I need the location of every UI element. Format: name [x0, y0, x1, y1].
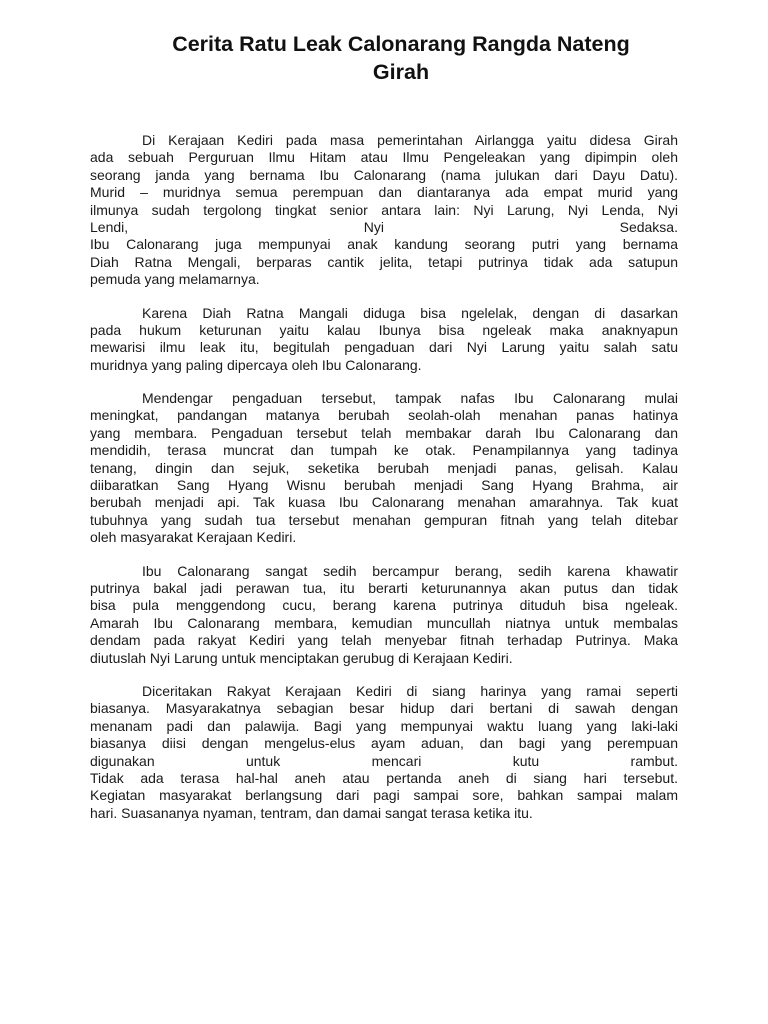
document-page [90, 30, 678, 838]
paragraph-line: ilmunya sudah tergolong tingkat senior antara lain: Nyi Larung, Nyi Lenda, Nyi [90, 201, 678, 218]
paragraph [90, 683, 678, 822]
paragraph-line: Murid – muridnya semua perempuan dan diantaranya ada empat murid yang [90, 184, 678, 201]
paragraph-line: diutuslah Nyi Larung untuk menciptakan gerubug di Kerajaan Kediri. [90, 649, 513, 666]
paragraph [90, 132, 678, 289]
paragraph-line: pemuda yang melamarnya. [90, 271, 260, 288]
paragraph [90, 305, 678, 375]
document-body [90, 132, 678, 822]
paragraph-line: Diah Ratna Mengali, berparas cantik jelita, tetapi putrinya tidak ada satupun [90, 253, 678, 270]
paragraph-line: dendam pada rakyat Kediri yang telah menyebar fitnah terhadap Putrinya. Maka [90, 632, 678, 649]
paragraph [90, 563, 678, 667]
paragraph-line: biasanya. Masyarakatnya sebagian besar hidup dari bertani di sawah dengan [90, 700, 678, 717]
paragraph-line: Ibu Calonarang sangat sedih bercampur berang, sedih karena khawatir [142, 562, 678, 579]
paragraph-line: Diceritakan Rakyat Kerajaan Kediri di siang harinya yang ramai seperti [142, 682, 678, 699]
paragraph-line: tubuhnya yang sudah tua tersebut menahan gempuran fitnah yang telah ditebar [90, 511, 678, 528]
document-title [90, 30, 678, 86]
title-line-1: Cerita Ratu Leak Calonarang Rangda Nateng [172, 32, 630, 56]
paragraph-line: Ibu Calonarang juga mempunyai anak kandung seorang putri yang bernama [90, 236, 678, 253]
paragraph-line: seorang janda yang bernama Ibu Calonarang (nama julukan dari Dayu Datu). [90, 166, 678, 183]
paragraph [90, 390, 678, 547]
paragraph-line: Tidak ada terasa hal-hal aneh atau pertanda aneh di siang hari tersebut. [90, 769, 678, 786]
paragraph-line: menanam padi dan palawija. Bagi yang mempunyai waktu luang yang laki-laki [90, 717, 678, 734]
paragraph-line: biasanya diisi dengan mengelus-elus ayam aduan, dan bagi yang perempuan [90, 735, 678, 752]
paragraph-line: Lendi, Nyi Sedaksa. [90, 218, 678, 235]
paragraph-line: berubah menjadi api. Tak kuasa Ibu Calonarang menahan amarahnya. Tak kuat [90, 494, 678, 511]
paragraph-line: muridnya yang paling dipercaya oleh Ibu Calonarang. [90, 356, 422, 373]
paragraph-line: putrinya bakal jadi perawan tua, itu berarti keturunannya akan putus dan tidak [90, 579, 678, 596]
paragraph-line: Di Kerajaan Kediri pada masa pemerintahan Airlangga yaitu didesa Girah [142, 132, 678, 148]
paragraph-line: digunakan untuk mencari kutu rambut. [90, 752, 678, 769]
paragraph-line: Mendengar pengaduan tersebut, tampak nafas Ibu Calonarang mulai [142, 390, 678, 407]
paragraph-line: yang membara. Pengaduan tersebut telah membakar darah Ibu Calonarang dan [90, 424, 678, 441]
paragraph-line: hari. Suasananya nyaman, tentram, dan damai sangat terasa ketika itu. [90, 804, 533, 821]
paragraph-line: Amarah Ibu Calonarang membara, kemudian muncullah niatnya untuk membalas [90, 614, 678, 631]
title-line-2: Girah [372, 60, 430, 84]
paragraph-line: bisa pula menggendong cucu, berang karena putrinya dituduh bisa ngeleak. [90, 597, 678, 614]
paragraph-line: Kegiatan masyarakat berlangsung dari pagi sampai sore, bahkan sampai malam [90, 787, 678, 804]
paragraph-line: pada hukum keturunan yaitu kalau Ibunya bisa ngeleak maka anaknyapun [90, 321, 678, 338]
paragraph-line: meningkat, pandangan matanya berubah seolah-olah menahan panas hatinya [90, 407, 678, 424]
paragraph-line: tenang, dingin dan sejuk, seketika berubah menjadi panas, gelisah. Kalau [90, 459, 678, 476]
paragraph-line: mewarisi ilmu leak itu, begitulah pengaduan dari Nyi Larung yaitu salah satu [90, 339, 678, 356]
paragraph-line: mendidih, terasa muncrat dan tumpah ke otak. Penampilannya yang tadinya [90, 442, 678, 459]
paragraph-line: Karena Diah Ratna Mangali diduga bisa ngelelak, dengan di dasarkan [142, 304, 678, 321]
paragraph-line: ada sebuah Perguruan Ilmu Hitam atau Ilmu Pengeleakan yang dipimpin oleh [90, 149, 678, 166]
paragraph-line: oleh masyarakat Kerajaan Kediri. [90, 529, 297, 546]
paragraph-line: diibaratkan Sang Hyang Wisnu berubah menjadi Sang Hyang Brahma, air [90, 477, 678, 494]
